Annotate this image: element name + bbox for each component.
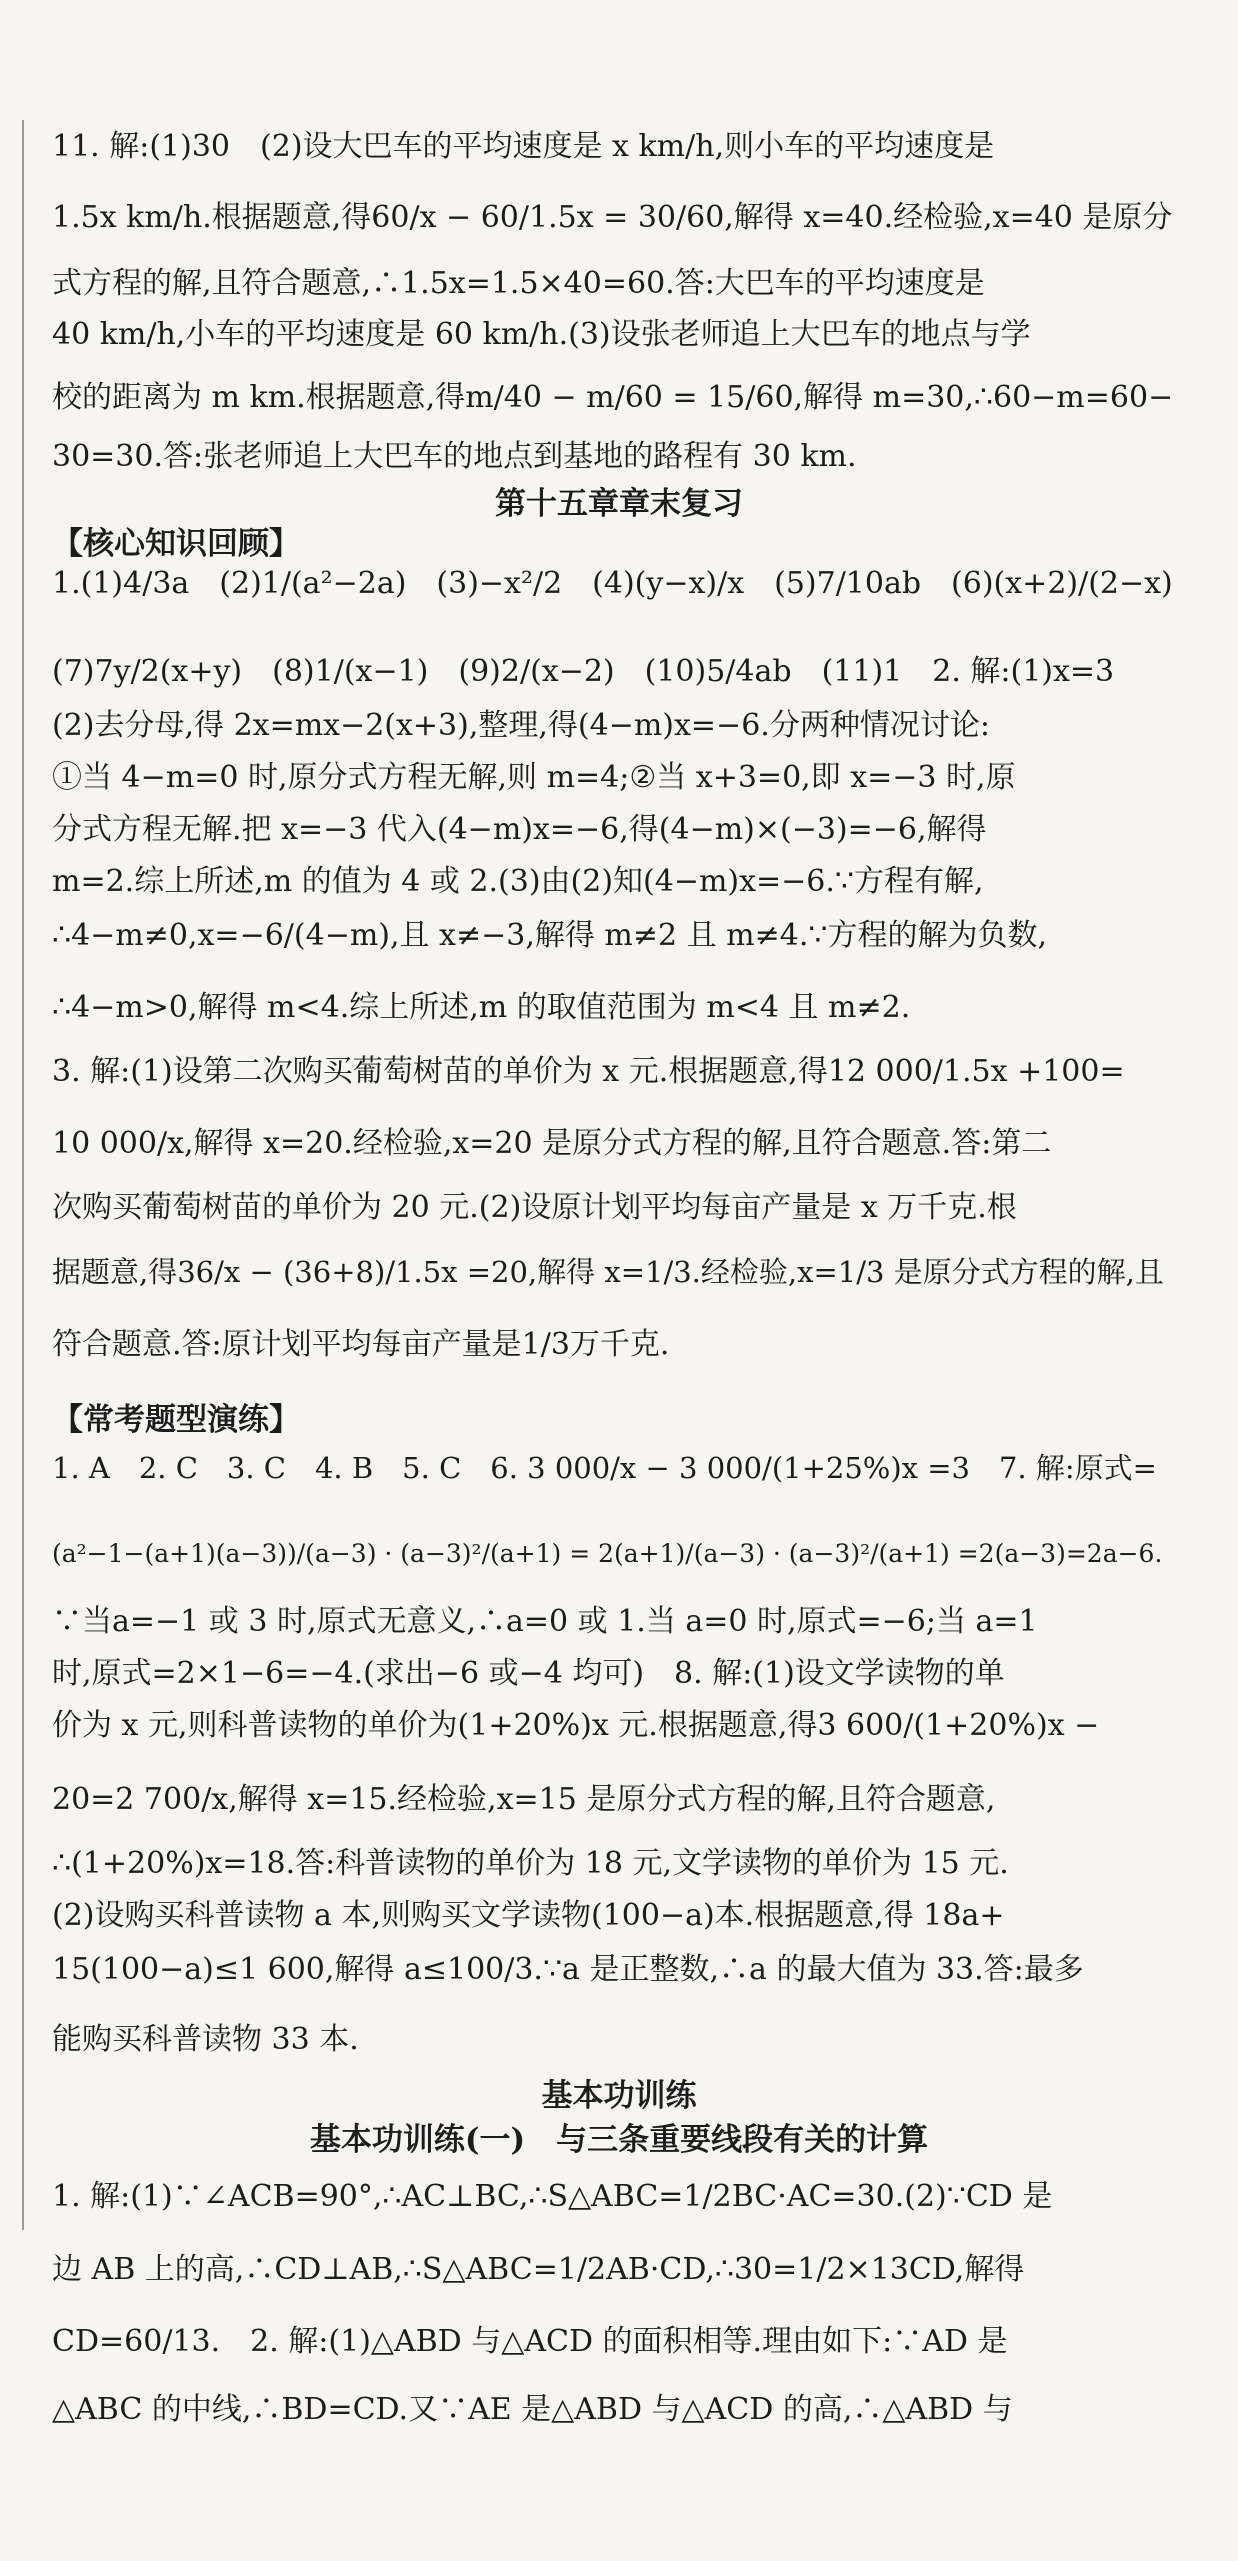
answer-line: 30=30.答:张老师追上大巴车的地点到基地的路程有 30 km. [52, 439, 857, 474]
answer-line: m=2.综上所述,m 的值为 4 或 2.(3)由(2)知(4−m)x=−6.∵方程有解, [52, 864, 984, 899]
answer-line: 1.(1)4/3a (2)1/(a²−2a) (3)−x²/2 (4)(y−x)/x (5)7/10ab (6)(x+2)/(2−x) [52, 566, 1173, 601]
answer-line: 10 000/x,解得 x=20.经检验,x=20 是原分式方程的解,且符合题意.答:第二 [52, 1126, 1052, 1161]
answer-line: 时,原式=2×1−6=−4.(求出−6 或−4 均可) 8. 解:(1)设文学读物的单 [52, 1656, 1005, 1691]
answer-line: 11. 解:(1)30 (2)设大巴车的平均速度是 x km/h,则小车的平均速度是 [52, 129, 995, 164]
answer-line: 20=2 700/x,解得 x=15.经检验,x=15 是原分式方程的解,且符合题意, [52, 1782, 996, 1817]
answer-line: 价为 x 元,则科普读物的单价为(1+20%)x 元.根据题意,得3 600/(1+20%)x − [52, 1708, 1100, 1743]
answer-line: 1.5x km/h.根据题意,得60/x − 60/1.5x = 30/60,解得 x=40.经检验,x=40 是原分 [52, 200, 1173, 235]
common-exam-heading: 【常考题型演练】 [52, 1402, 300, 1438]
answer-line: (a²−1−(a+1)(a−3))/(a−3) · (a−3)²/(a+1) = 2(a+1)/(a−3) · (a−3)²/(a+1) =2(a−3)=2a−6. [52, 1539, 1163, 1568]
core-knowledge-heading: 【核心知识回顾】 [52, 526, 300, 562]
answer-line: (7)7y/2(x+y) (8)1/(x−1) (9)2/(x−2) (10)5/4ab (11)1 2. 解:(1)x=3 [52, 654, 1115, 689]
answer-line: (2)设购买科普读物 a 本,则购买文学读物(100−a)本.根据题意,得 18a+ [52, 1898, 1005, 1933]
answer-line: 40 km/h,小车的平均速度是 60 km/h.(3)设张老师追上大巴车的地点与学 [52, 317, 1031, 352]
answer-line: 15(100−a)≤1 600,解得 a≤100/3.∵a 是正整数,∴a 的最大值为 33.答:最多 [52, 1952, 1084, 1987]
answer-line: 分式方程无解.把 x=−3 代入(4−m)x=−6,得(4−m)×(−3)=−6,解得 [52, 812, 987, 847]
basic-training-heading: 基本功训练 [541, 2078, 697, 2114]
answer-line: (2)去分母,得 2x=mx−2(x+3),整理,得(4−m)x=−6.分两种情况讨论: [52, 708, 990, 743]
answer-line: ∵当a=−1 或 3 时,原式无意义,∴a=0 或 1.当 a=0 时,原式=−6;当 a=1 [52, 1604, 1038, 1639]
answer-line: 1. 解:(1)∵∠ACB=90°,∴AC⊥BC,∴S△ABC=1/2BC·AC=30.(2)∵CD 是 [52, 2179, 1053, 2214]
answer-line: ①当 4−m=0 时,原分式方程无解,则 m=4;②当 x+3=0,即 x=−3 时,原 [52, 760, 1016, 795]
answer-line: ∴4−m≠0,x=−6/(4−m),且 x≠−3,解得 m≠2 且 m≠4.∵方程的解为负数, [52, 918, 1047, 953]
answer-line: 校的距离为 m km.根据题意,得m/40 − m/60 = 15/60,解得 m=30,∴60−m=60− [52, 380, 1174, 415]
answer-line: 能购买科普读物 33 本. [52, 2022, 359, 2057]
answer-line: 次购买葡萄树苗的单价为 20 元.(2)设原计划平均每亩产量是 x 万千克.根 [52, 1190, 1017, 1225]
answer-line: 3. 解:(1)设第二次购买葡萄树苗的单价为 x 元.根据题意,得12 000/1.5x +100= [52, 1054, 1125, 1089]
answer-line: ∴4−m>0,解得 m<4.综上所述,m 的取值范围为 m<4 且 m≠2. [52, 990, 911, 1025]
basic-training-1-heading: 基本功训练(一) 与三条重要线段有关的计算 [309, 2122, 929, 2158]
answer-line: ∴(1+20%)x=18.答:科普读物的单价为 18 元,文学读物的单价为 15 元. [52, 1846, 1009, 1881]
answer-line: 边 AB 上的高,∴CD⊥AB,∴S△ABC=1/2AB·CD,∴30=1/2×13CD,解得 [52, 2252, 1025, 2287]
answer-line: 式方程的解,且符合题意,∴1.5x=1.5×40=60.答:大巴车的平均速度是 [52, 266, 985, 301]
answer-line: △ABC 的中线,∴BD=CD.又∵AE 是△ABD 与△ACD 的高,∴△ABD 与 [52, 2392, 1013, 2427]
answer-line: 据题意,得36/x − (36+8)/1.5x =20,解得 x=1/3.经检验,x=1/3 是原分式方程的解,且 [52, 1255, 1164, 1289]
answer-line: 1. A 2. C 3. C 4. B 5. C 6. 3 000/x − 3 000/(1+25%)x =3 7. 解:原式= [52, 1451, 1157, 1485]
left-margin-rule [22, 120, 24, 2230]
answer-line: CD=60/13. 2. 解:(1)△ABD 与△ACD 的面积相等.理由如下:∵AD 是 [52, 2324, 1008, 2359]
answer-line: 符合题意.答:原计划平均每亩产量是1/3万千克. [52, 1327, 670, 1362]
chapter-review-heading: 第十五章章末复习 [495, 486, 743, 522]
